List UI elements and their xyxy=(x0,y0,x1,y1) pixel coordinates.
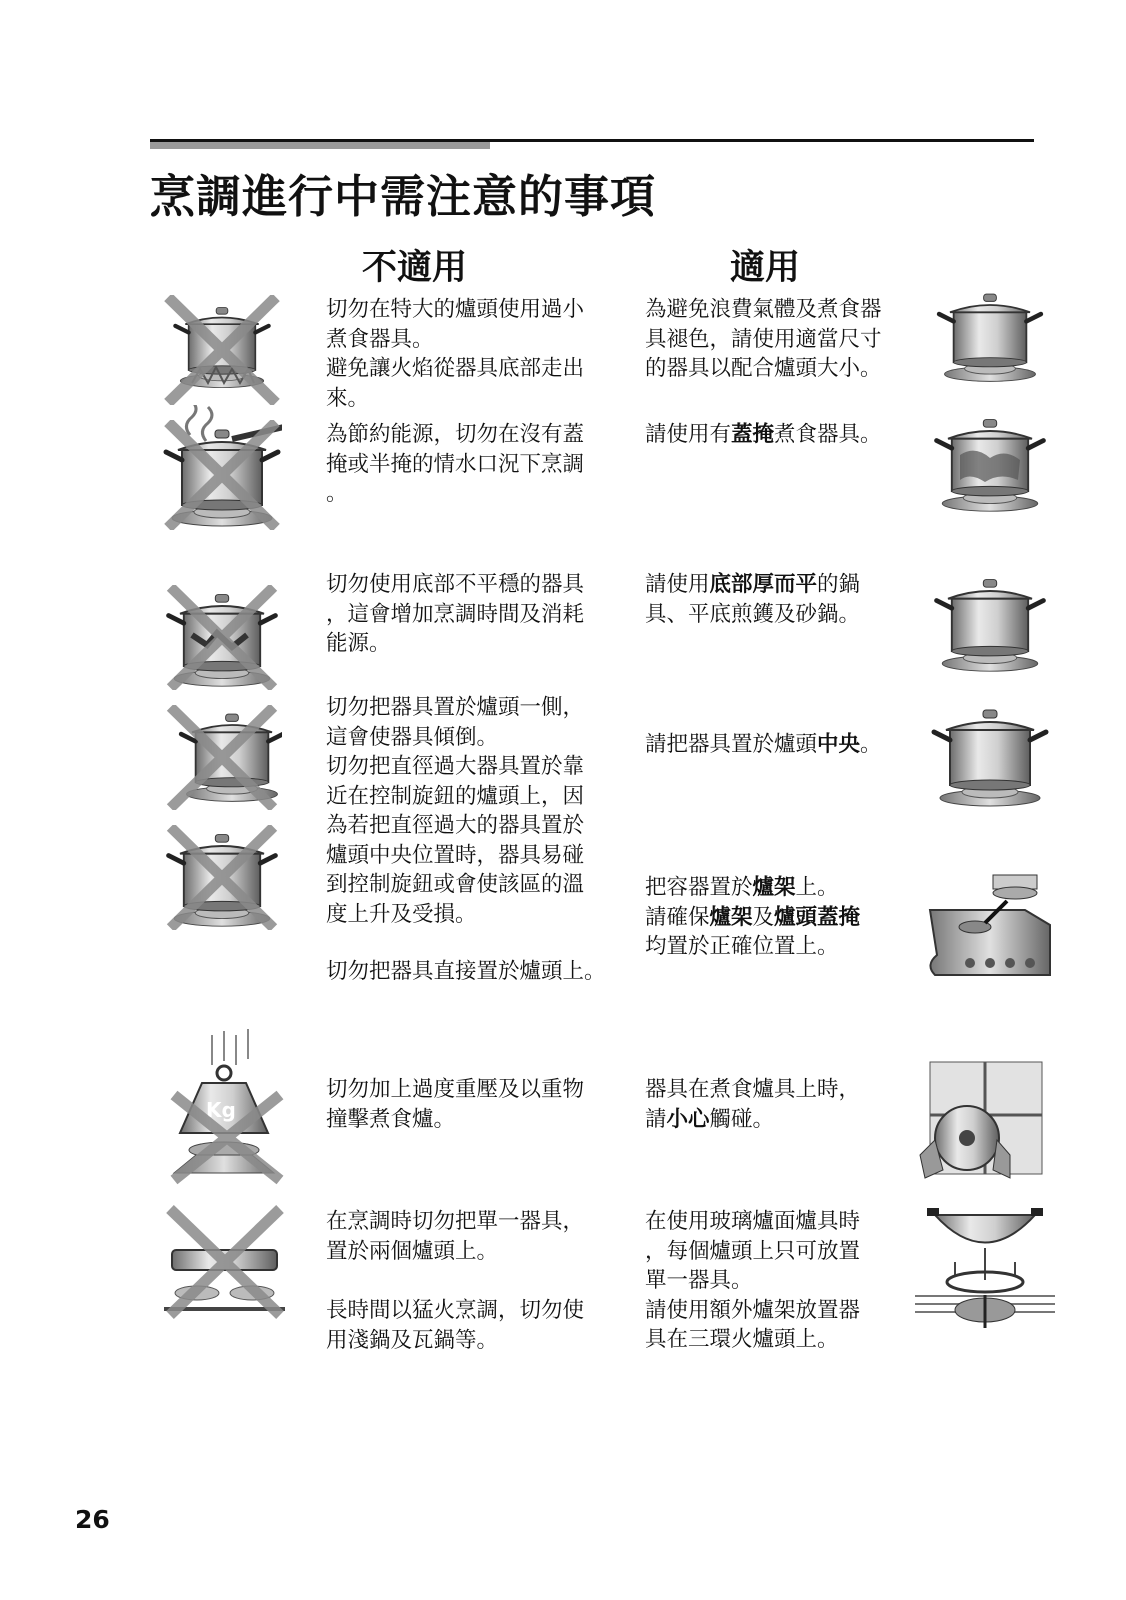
heavy-weight-icon xyxy=(162,1025,292,1185)
pot-with-lid-icon xyxy=(930,410,1050,515)
column-heading-suitable: 適用 xyxy=(730,247,801,288)
warning-text-oversized-burner: 切勿在特大的爐頭使用過小 煮食器具。 避免讓火焰從器具底部走出 來。 xyxy=(326,297,585,411)
pot-centered-icon xyxy=(930,700,1050,810)
small-pot-on-large-burner-icon xyxy=(162,295,282,405)
pot-without-lid-icon xyxy=(162,405,282,530)
uneven-bottom-pot-icon xyxy=(162,585,282,690)
warning-text-two-burners: 在烹調時切勿把單一器具， 置於兩個爐頭上。 xyxy=(326,1209,585,1264)
warning-text-heavy-impact: 切勿加上過度重壓及以重物 撞擊煮食爐。 xyxy=(326,1077,585,1132)
pan-support-and-burner-cap-icon xyxy=(925,865,1055,985)
pot-off-center-icon xyxy=(162,705,282,810)
wok-support-ring-icon xyxy=(915,1200,1055,1340)
advice-text-flat-bottom: 請使用底部厚而平的鍋 具、平底煎鑊及砂鍋。 xyxy=(645,572,861,627)
advice-text-center-pot: 請把器具置於爐頭中央。 xyxy=(645,732,882,757)
page-title: 烹調進行中需注意的事項 xyxy=(150,170,657,223)
advice-text-glass-hob: 在使用玻璃爐面爐具時 ，每個爐頭上只可放置 單一器具。 請使用額外爐架放置器 具在三環火爐頭上。 xyxy=(645,1209,861,1352)
weight-label: Kg xyxy=(206,1098,236,1122)
proper-pot-size-icon xyxy=(930,285,1050,385)
advice-text-pan-support: 把容器置於爐架上。 請確保爐架及爐頭蓋掩 均置於正確位置上。 xyxy=(645,875,861,959)
careful-handling-icon xyxy=(915,1060,1045,1180)
advice-text-careful-handling: 器具在煮食爐具上時， 請小心觸碰。 xyxy=(645,1077,861,1132)
warning-text-off-center: 切勿把器具置於爐頭一側， 這會使器具傾倒。 切勿把直徑過大器具置於靠 近在控制旋鈕的爐頭上，因 為若把直徑過大的器具置於 爐頭中央位置時，器具易碰 到控制旋鈕或會使該區的溫 度上升及受損。 xyxy=(326,695,585,927)
oversized-pot-icon xyxy=(162,825,282,930)
pan-across-two-burners-icon xyxy=(162,1205,287,1320)
advice-text-use-lid: 請使用有蓋掩煮食器具。 xyxy=(645,422,882,447)
column-heading-not-suitable: 不適用 xyxy=(362,247,468,288)
advice-text-proper-size: 為避免浪費氣體及煮食器 具褪色，請使用適當尺寸 的器具以配合爐頭大小。 xyxy=(645,297,882,381)
flat-bottom-pot-icon xyxy=(930,570,1050,675)
page-number: 26 xyxy=(75,1505,110,1534)
warning-text-shallow-pans: 長時間以猛火烹調，切勿使 用淺鍋及瓦鍋等。 xyxy=(326,1298,585,1353)
header-rule xyxy=(150,139,1034,142)
warning-text-direct-on-burner: 切勿把器具直接置於爐頭上。 xyxy=(326,959,606,984)
header-accent-bar xyxy=(150,142,490,149)
warning-text-uneven-bottom: 切勿使用底部不平穩的器具 ，這會增加烹調時間及消耗 能源。 xyxy=(326,572,585,656)
warning-text-no-lid: 為節約能源，切勿在沒有蓋 掩或半掩的情水口況下烹調 。 xyxy=(326,422,585,506)
